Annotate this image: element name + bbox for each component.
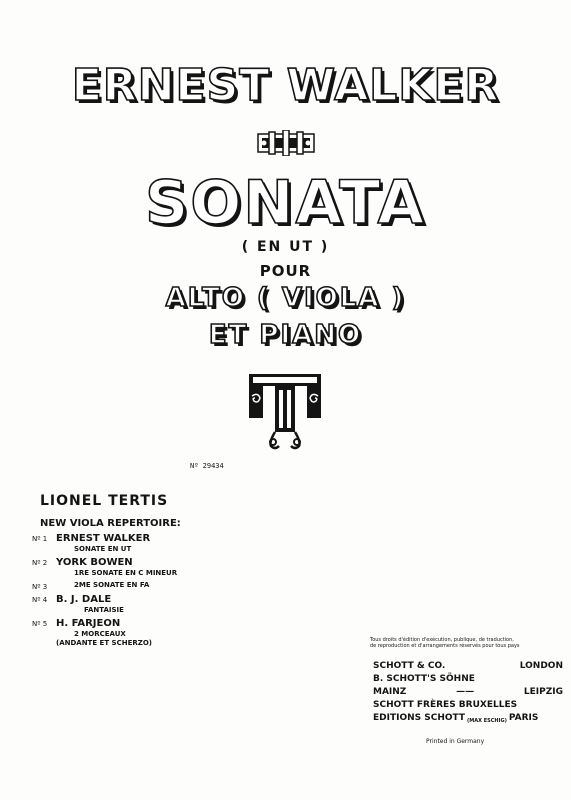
key-subtitle: ( EN UT ) <box>241 239 330 255</box>
list-item <box>32 581 197 591</box>
list-item <box>32 594 197 615</box>
publisher-name: EDITIONS SCHOTT <box>373 713 466 723</box>
publisher-subname: (MAX ESCHIG) <box>467 718 507 724</box>
instrument-line-1: ALTO ( VIOLA ) <box>165 283 406 313</box>
publisher-row <box>373 686 563 699</box>
publisher-row <box>373 712 563 728</box>
publisher-city: MAINZ <box>373 687 407 697</box>
item-work-detail: (ANDANTE ET SCHERZO) <box>56 639 152 647</box>
list-item <box>32 618 197 648</box>
item-composer: YORK BOWEN <box>56 557 133 568</box>
item-composer: ERNEST WALKER <box>56 533 151 544</box>
rights-line-2: de reproduction et d'arrangements réservés pour tous pays <box>370 643 520 649</box>
publisher-row <box>373 673 563 686</box>
rights-line-1: Tous droits d'édition d'exécution, publique, de traduction, <box>370 637 514 643</box>
item-number: Nº 5 <box>32 620 48 628</box>
repertoire-editor: LIONEL TERTIS <box>40 493 169 509</box>
publisher-name: SCHOTT & CO. <box>373 661 446 671</box>
item-number: Nº 3 <box>32 583 48 591</box>
pour-label: POUR <box>259 262 312 280</box>
item-composer: B. J. DALE <box>56 594 112 605</box>
repertoire-list <box>32 493 197 651</box>
catalog-number: Nº 29434 <box>190 462 224 470</box>
rights-notice <box>370 637 570 649</box>
composer-name: ERNEST WALKER <box>71 60 500 111</box>
repertoire-heading: NEW VIOLA REPERTOIRE: <box>40 518 181 529</box>
item-work: FANTAISIE <box>84 606 124 614</box>
item-composer: H. FARJEON <box>56 618 121 629</box>
publisher-city: PARIS <box>508 713 539 723</box>
list-item <box>32 533 197 554</box>
printed-in-note: Printed in Germany <box>426 738 485 745</box>
item-work: 1RE SONATE EN C MINEUR <box>74 569 178 577</box>
item-work: SONATE EN UT <box>74 545 132 553</box>
publisher-row <box>373 660 563 673</box>
list-item <box>32 557 197 578</box>
art-deco-ornament-icon <box>247 372 323 452</box>
item-work: 2 MORCEAUX <box>74 630 126 638</box>
item-number: Nº 2 <box>32 559 48 567</box>
instrument-line-2: ET PIANO <box>208 320 363 350</box>
publisher-row <box>373 699 563 712</box>
dash-separator: —— <box>456 687 475 697</box>
publisher-city: LEIPZIG <box>523 687 563 697</box>
item-number: Nº 4 <box>32 596 48 604</box>
publisher-name: SCHOTT FRÈRES BRUXELLES <box>373 700 518 710</box>
item-work: 2ME SONATE EN FA <box>74 581 150 589</box>
sonata-title: SONATA <box>145 168 426 238</box>
publisher-imprint <box>373 660 563 728</box>
item-number: Nº 1 <box>32 535 48 543</box>
publisher-name: B. SCHOTT'S SÖHNE <box>373 674 475 684</box>
publisher-city: LONDON <box>519 661 563 671</box>
ornament-divider-icon <box>257 130 315 156</box>
